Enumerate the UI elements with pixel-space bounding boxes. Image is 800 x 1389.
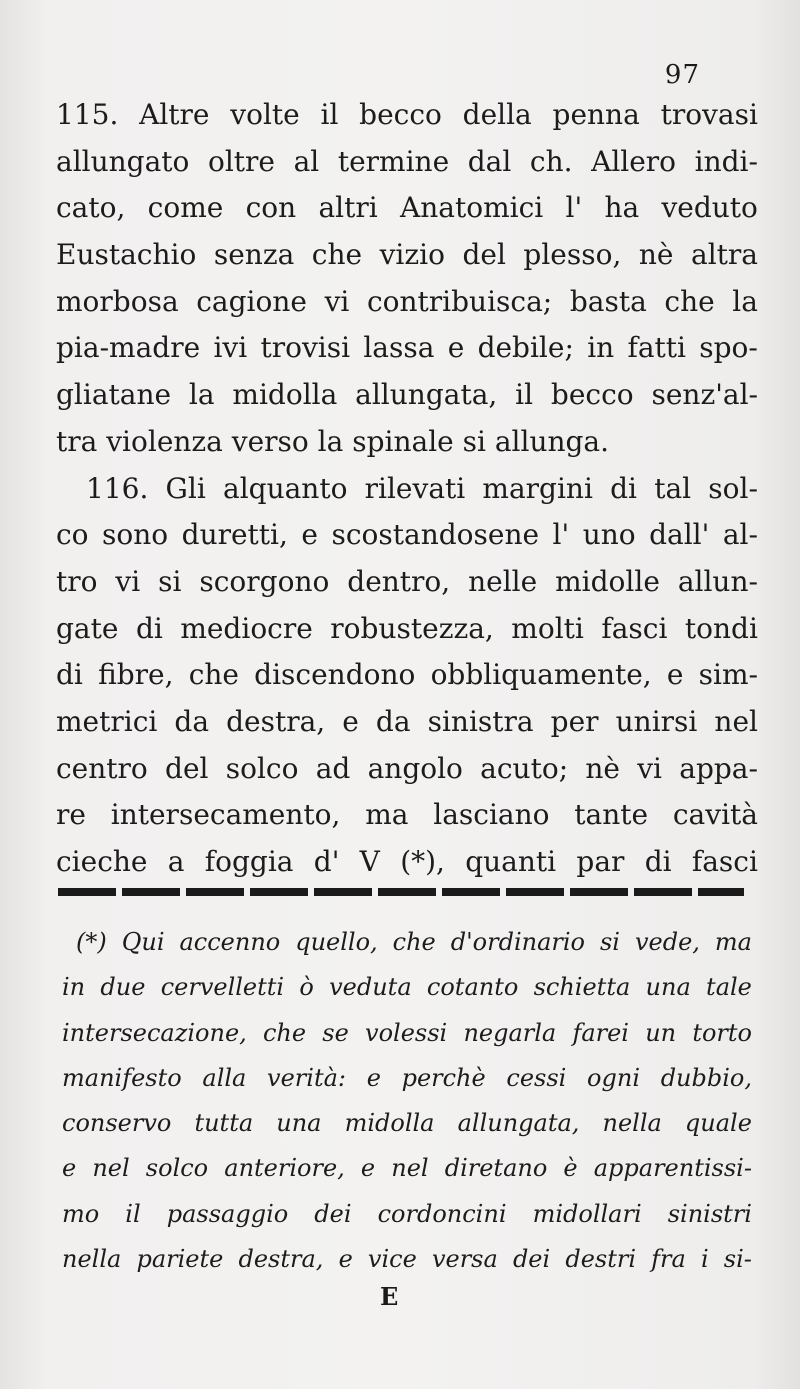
word: rilevati [364, 471, 466, 505]
text-line-content [56, 559, 758, 606]
word: accenno [179, 928, 281, 956]
word: Eustachio [56, 238, 197, 272]
word: contribuisca; [366, 284, 553, 318]
word: di [135, 611, 163, 645]
word: il [125, 1199, 141, 1228]
word: dall' [649, 518, 710, 552]
word: fatti [627, 331, 686, 365]
word: i [700, 1245, 709, 1274]
word: allungata, [355, 378, 498, 412]
word: cavità [672, 798, 758, 832]
word: Qui [121, 928, 165, 956]
word: quale [684, 1109, 752, 1138]
text-line-content [56, 92, 758, 139]
word: da [174, 704, 210, 738]
word: tondi [684, 611, 758, 645]
word: tante [574, 798, 649, 832]
word: una [645, 973, 691, 1002]
word: allun- [677, 564, 758, 598]
word: d'ordinario [450, 928, 586, 956]
word: Anatomici [400, 191, 544, 225]
word: trovisi [260, 331, 351, 365]
page-number: 97 [664, 60, 700, 90]
word: morbosa [56, 284, 179, 318]
word: versa [431, 1245, 498, 1274]
word: dal [467, 144, 512, 178]
word: cervelletti [160, 973, 285, 1002]
word: che [664, 284, 715, 318]
word: ogni [587, 1063, 640, 1092]
word: si- [723, 1245, 752, 1274]
word: alquanto [223, 471, 348, 505]
word: plesso, [523, 238, 622, 272]
word: con [245, 191, 297, 225]
footnote-line-content [62, 1056, 752, 1101]
word: il [320, 98, 339, 131]
text-line-content [56, 746, 758, 793]
word: di [56, 658, 83, 692]
word: in [587, 331, 615, 365]
word: vi [324, 284, 350, 318]
main-text-block [56, 92, 758, 886]
word: scostandosene [331, 518, 540, 552]
word: gate [56, 611, 119, 645]
word: volte [230, 98, 300, 131]
word: sol- [708, 471, 758, 505]
word: la [188, 378, 215, 412]
word: 115. [56, 98, 119, 131]
word: nelle [468, 564, 538, 598]
word: cotanto [426, 973, 519, 1002]
word: che [188, 658, 239, 692]
word: vi [115, 564, 141, 598]
word: senz'al- [651, 378, 758, 412]
text-line [56, 325, 758, 372]
word: Gli [165, 471, 206, 505]
text-line-content: tra violenza verso la spinale si allunga. [56, 424, 610, 458]
word: diretano [444, 1154, 548, 1183]
word: lassa [363, 331, 435, 365]
word: conservo [62, 1109, 172, 1138]
word: destra, [226, 704, 326, 738]
word: perchè [401, 1063, 486, 1092]
word: (*), [400, 845, 445, 878]
word: vizio [379, 238, 445, 272]
word: ò [299, 973, 314, 1002]
word: destri [565, 1245, 637, 1274]
word: ma [365, 798, 409, 832]
word: foggia [204, 845, 294, 878]
word: spo- [699, 331, 758, 365]
word: verità: [267, 1063, 346, 1092]
word: midollari [532, 1199, 642, 1228]
word: cagione [196, 284, 307, 318]
word: anteriore, [224, 1154, 345, 1183]
word: destra, [238, 1245, 324, 1274]
footnote-line-content [76, 920, 752, 965]
text-line [56, 92, 758, 139]
word: fasci [691, 845, 758, 878]
word: nel [391, 1154, 429, 1183]
word: una [276, 1109, 322, 1138]
word: e [366, 1063, 381, 1092]
text-line [56, 419, 758, 466]
word: altri [318, 191, 378, 225]
footnote-line-content [62, 1011, 752, 1056]
word: la [732, 284, 758, 318]
word: in [62, 973, 86, 1002]
word: angolo [367, 751, 463, 785]
footnote-line [62, 1011, 752, 1056]
word: veduto [661, 191, 758, 225]
word: sono [102, 518, 169, 552]
word: becco [550, 378, 634, 412]
word: al- [722, 518, 758, 552]
word: e [666, 658, 684, 692]
word: un [645, 1018, 677, 1047]
word: acuto; [480, 751, 569, 785]
word: uno [582, 518, 636, 552]
word: unirsi [615, 704, 698, 738]
word: volessi [365, 1018, 448, 1047]
footnote-line-content [62, 965, 752, 1010]
text-line [56, 139, 758, 186]
footnote-line [62, 1192, 752, 1237]
text-line-content [56, 232, 758, 279]
word: cessi [506, 1063, 567, 1092]
text-line-content [56, 325, 758, 372]
word: e [301, 518, 318, 552]
word: termine [337, 144, 450, 178]
word: cieche [56, 845, 148, 878]
word: dei [314, 1199, 352, 1228]
word: e [338, 1245, 353, 1274]
word: altra [691, 238, 758, 272]
word: scorgono [199, 564, 330, 598]
word: midolla [232, 378, 338, 412]
word: ad [315, 751, 351, 785]
word: e [342, 704, 359, 738]
word: pia-madre [56, 331, 201, 365]
word: farei [572, 1018, 629, 1047]
word: cato, [56, 191, 126, 225]
word: della [462, 98, 532, 131]
word: ma [714, 928, 752, 956]
word: apparentissi- [593, 1154, 752, 1183]
word: del [165, 751, 209, 785]
footnote-line [62, 965, 752, 1010]
word: passaggio [166, 1199, 289, 1228]
word: margini [482, 471, 593, 505]
text-line-content [56, 279, 758, 326]
word: nella [62, 1245, 122, 1274]
word: nella [602, 1109, 662, 1138]
word: midolle [555, 564, 660, 598]
text-line-content [56, 185, 758, 232]
text-line [56, 792, 758, 839]
word: robustezza, [330, 611, 494, 645]
text-line [56, 559, 758, 606]
word: per [550, 704, 599, 738]
word: trovasi [660, 98, 758, 131]
word: ivi [213, 331, 248, 365]
footnote-line [62, 1237, 752, 1282]
word: ch. [529, 144, 573, 178]
word: fra [651, 1245, 686, 1274]
word: negarla [463, 1018, 557, 1047]
word: midolla [344, 1109, 435, 1138]
footnote-line-content [62, 1101, 752, 1146]
word: fasci [601, 611, 668, 645]
text-line-content [86, 466, 758, 513]
word: dubbio, [660, 1063, 752, 1092]
word: e [62, 1154, 77, 1183]
word: si [158, 564, 182, 598]
word: mediocre [180, 611, 313, 645]
word: allungata, [457, 1109, 580, 1138]
word: nel [92, 1154, 130, 1183]
word: penna [552, 98, 640, 131]
word: a [167, 845, 185, 878]
word: V [359, 845, 380, 878]
word: nè [638, 238, 674, 272]
word: nè [585, 751, 620, 785]
word: sinistra [427, 704, 534, 738]
word: come [147, 191, 224, 225]
word: veduta [329, 973, 412, 1002]
word: solco [225, 751, 299, 785]
word: obbliquamente, [430, 658, 652, 692]
text-line [56, 232, 758, 279]
word: vede, [634, 928, 700, 956]
word: sim- [698, 658, 758, 692]
word: tro [56, 564, 98, 598]
text-line-content [56, 512, 758, 559]
footnote-line [62, 920, 752, 965]
word: d' [313, 845, 340, 878]
word: nel [714, 704, 758, 738]
word: vice [367, 1245, 417, 1274]
word: re [56, 798, 86, 832]
word: intersecamento, [110, 798, 341, 832]
text-line-content [56, 792, 758, 839]
text-line [56, 746, 758, 793]
text-line-content [56, 606, 758, 653]
word: il [515, 378, 534, 412]
word: tale [706, 973, 752, 1002]
footnote-block [62, 920, 752, 1282]
word: è [563, 1154, 578, 1183]
word: l' [565, 191, 583, 225]
word: quanti [465, 845, 557, 878]
word: ha [604, 191, 640, 225]
word: quello, [295, 928, 378, 956]
text-line [56, 185, 758, 232]
word: tal [654, 471, 692, 505]
word: lasciano [433, 798, 550, 832]
text-line [56, 372, 758, 419]
word: di [610, 471, 637, 505]
text-line [56, 699, 758, 746]
word: alla [202, 1063, 247, 1092]
footnote-line-content [62, 1237, 752, 1282]
word: che [262, 1018, 307, 1047]
word: molti [511, 611, 584, 645]
text-line-content [56, 699, 758, 746]
footnote-line [62, 1146, 752, 1191]
word: senza [213, 238, 295, 272]
word: basta [569, 284, 647, 318]
word: se [322, 1018, 349, 1047]
word: cordoncini [377, 1199, 507, 1228]
word: gliatane [56, 378, 172, 412]
word: fibre, [98, 658, 174, 692]
word: duretti, [181, 518, 288, 552]
word: da [375, 704, 411, 738]
word: e [360, 1154, 376, 1183]
word: e [447, 331, 465, 365]
word: indi- [694, 144, 758, 178]
word: centro [56, 751, 148, 785]
word: 116. [86, 471, 149, 505]
signature-mark: E [380, 1282, 399, 1311]
text-line [56, 512, 758, 559]
word: solco [145, 1154, 209, 1183]
footnote-line [62, 1056, 752, 1101]
text-line-content [56, 139, 758, 186]
word: due [100, 973, 146, 1002]
word: che [392, 928, 436, 956]
word: Allero [591, 144, 677, 178]
word: manifesto [62, 1063, 182, 1092]
word: sinistri [667, 1199, 752, 1228]
word: Altre [139, 98, 210, 131]
word: si [599, 928, 620, 956]
word: co [56, 518, 89, 552]
word: vi [637, 751, 663, 785]
text-line [56, 839, 758, 886]
text-line [56, 466, 758, 513]
word: al [293, 144, 320, 178]
word: (*) [76, 928, 107, 956]
word: mo [62, 1199, 100, 1228]
word: oltre [207, 144, 276, 178]
word: schietta [533, 973, 631, 1002]
word: dei [512, 1245, 551, 1274]
word: becco [359, 98, 442, 131]
text-line-content [56, 839, 758, 886]
text-line-content [56, 372, 758, 419]
footnote-line-content [62, 1146, 752, 1191]
word: del [462, 238, 506, 272]
word: debile; [477, 331, 574, 365]
footnote-divider-rule [58, 888, 744, 896]
word: par [576, 845, 625, 878]
text-line [56, 652, 758, 699]
word: pariete [136, 1245, 224, 1274]
footnote-line-content [62, 1192, 752, 1237]
footnote-line [62, 1101, 752, 1146]
word: tutta [194, 1109, 254, 1138]
text-line [56, 606, 758, 653]
word: appa- [679, 751, 758, 785]
word: l' [552, 518, 570, 552]
text-line [56, 279, 758, 326]
word: metrici [56, 704, 158, 738]
word: torto [692, 1018, 752, 1047]
text-line-content [56, 652, 758, 699]
word: allungato [56, 144, 190, 178]
word: discendono [254, 658, 416, 692]
word: che [311, 238, 363, 272]
word: di [644, 845, 672, 878]
word: intersecazione, [62, 1018, 247, 1047]
word: dentro, [347, 564, 451, 598]
